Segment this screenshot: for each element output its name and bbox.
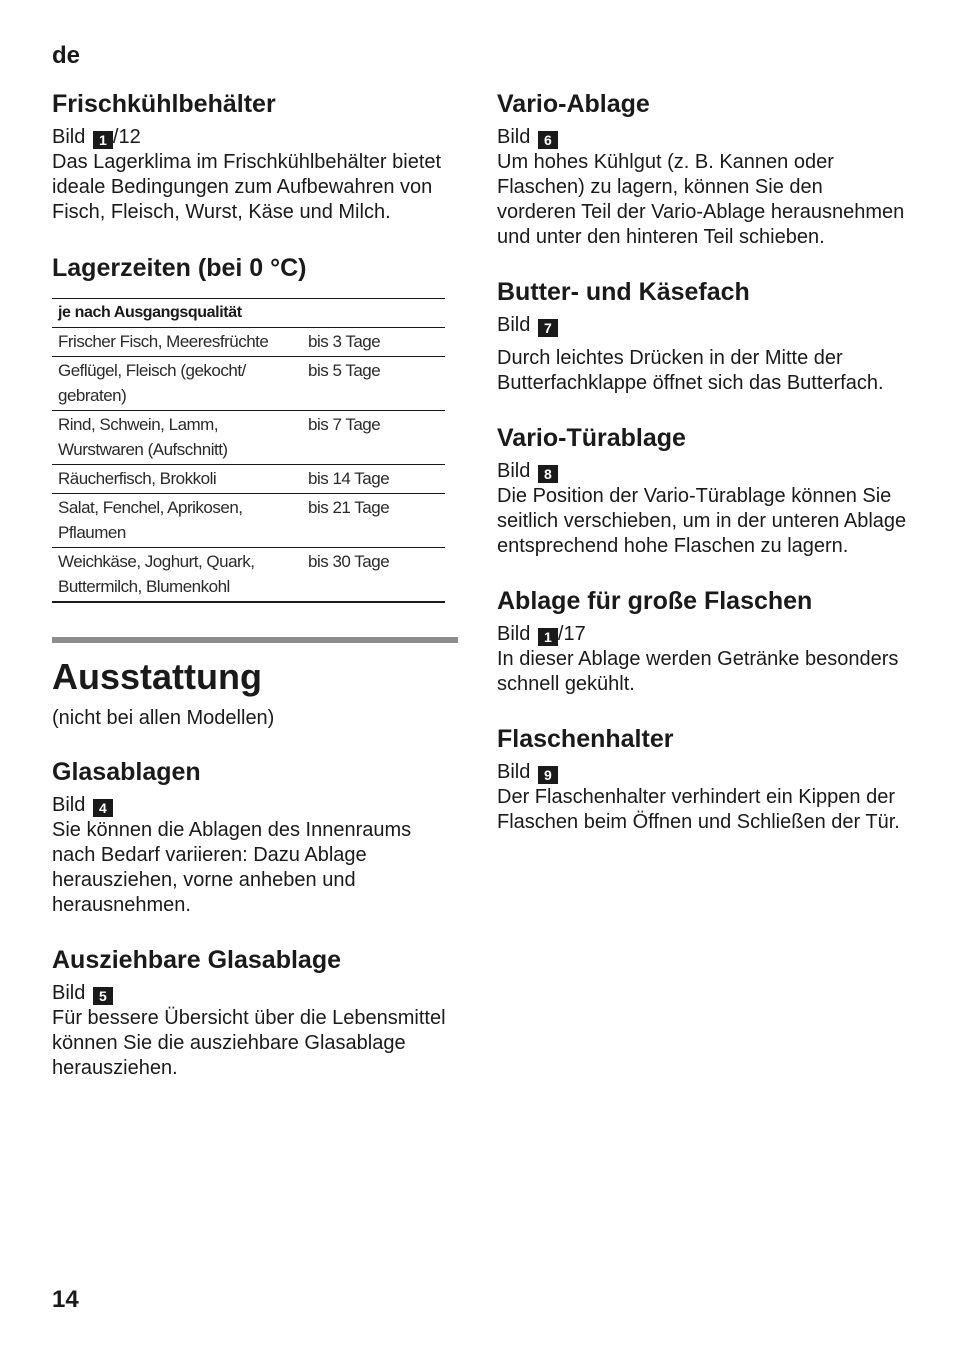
figure-reference <box>497 125 907 150</box>
paragraph-ausziehbare-glasablage: Für bessere Übersicht über die Lebensmittel können Sie die ausziehbare Glasablage herausziehen. <box>52 1007 446 1079</box>
figure-number-badge: 1 <box>538 628 558 646</box>
figure-reference <box>497 760 907 785</box>
food-cell: Weichkäse, Joghurt, Quark, Buttermilch, Blumenkohl <box>52 548 302 603</box>
figure-number-badge: 9 <box>538 766 558 784</box>
heading-glasablagen: Glasablagen <box>52 758 201 786</box>
figure-number-badge: 8 <box>538 465 558 483</box>
figure-number-badge: 1 <box>93 131 113 149</box>
food-cell: Räucherfisch, Brokkoli <box>52 465 302 494</box>
food-cell: Frischer Fisch, Meeresfrüchte <box>52 328 302 357</box>
paragraph-flaschenhalter: Der Flaschenhalter verhindert ein Kippen der Flaschen beim Öffnen und Schließen der Tür. <box>497 786 900 833</box>
time-cell: bis 21 Tage <box>302 494 445 548</box>
heading-frischkuehlbehaelter: Frischkühlbehälter <box>52 90 276 118</box>
heading-vario-tuerablage: Vario-Türablage <box>497 424 686 452</box>
bild-label: Bild <box>52 126 86 148</box>
time-cell: bis 7 Tage <box>302 411 445 465</box>
paragraph-butter-kaesefach: Durch leichtes Drücken in der Mitte der Butterfachklappe öffnet sich das Butterfach. <box>497 347 884 394</box>
section-ablage-grosse-flaschen <box>497 585 907 697</box>
availability-note: (nicht bei allen Modellen) <box>52 707 275 729</box>
heading-flaschenhalter: Flaschenhalter <box>497 725 674 753</box>
table-header-row <box>52 299 445 328</box>
table-row <box>52 548 445 603</box>
section-divider <box>52 637 458 643</box>
food-cell: Rind, Schwein, Lamm, Wurstwaren (Aufschnitt) <box>52 411 302 465</box>
section-glasablagen <box>52 756 458 918</box>
figure-suffix: /12 <box>112 126 141 148</box>
heading-lagerzeiten: Lagerzeiten (bei 0 °C) <box>52 254 307 282</box>
figure-reference <box>497 622 907 647</box>
figure-number-badge: 6 <box>538 131 558 149</box>
left-column <box>52 88 458 1081</box>
bild-label: Bild <box>497 314 531 336</box>
figure-reference <box>497 459 907 484</box>
heading-ausziehbare-glasablage: Ausziehbare Glasablage <box>52 946 342 974</box>
bild-label: Bild <box>52 794 86 816</box>
figure-reference <box>52 981 458 1006</box>
section-flaschenhalter <box>497 723 907 835</box>
table-row <box>52 357 445 411</box>
time-cell: bis 14 Tage <box>302 465 445 494</box>
figure-reference <box>52 793 458 818</box>
table-row <box>52 411 445 465</box>
paragraph-glasablagen: Sie können die Ablagen des Innenraums nach Bedarf variieren: Dazu Ablage herausziehen, vorne anheben und herausnehmen. <box>52 819 412 916</box>
section-vario-ablage <box>497 88 907 250</box>
section-vario-tuerablage <box>497 422 907 559</box>
table-row <box>52 465 445 494</box>
heading-ablage-grosse-flaschen: Ablage für große Flaschen <box>497 587 813 615</box>
heading-vario-ablage: Vario-Ablage <box>497 90 650 118</box>
paragraph-vario-ablage: Um hohes Kühlgut (z. B. Kannen oder Flaschen) zu lagern, können Sie den vorderen Teil der Vario-Ablage herausnehmen und unter den hinteren Teil schieben. <box>497 151 905 248</box>
time-cell: bis 5 Tage <box>302 357 445 411</box>
table-header: je nach Ausgangsqualität <box>52 299 445 328</box>
bild-label: Bild <box>497 761 531 783</box>
food-cell: Geflügel, Fleisch (gekocht/ gebraten) <box>52 357 302 411</box>
table-row <box>52 494 445 548</box>
language-code: de <box>52 42 81 69</box>
bild-label: Bild <box>497 623 531 645</box>
figure-number-badge: 4 <box>93 799 113 817</box>
bild-label: Bild <box>497 460 531 482</box>
figure-reference <box>497 313 907 338</box>
figure-reference <box>52 125 458 150</box>
storage-times-table <box>52 298 445 603</box>
food-cell: Salat, Fenchel, Aprikosen, Pflaumen <box>52 494 302 548</box>
bild-label: Bild <box>497 126 531 148</box>
figure-number-badge: 5 <box>93 987 113 1005</box>
section-frischkuehlbehaelter <box>52 88 458 225</box>
section-ausziehbare-glasablage <box>52 944 458 1081</box>
figure-number-badge: 7 <box>538 319 558 337</box>
paragraph-frischkuehlbehaelter: Das Lagerklima im Frischkühlbehälter bietet ideale Bedingungen zum Aufbewahren von Fisch, Fleisch, Wurst, Käse und Milch. <box>52 151 442 223</box>
right-column <box>497 88 907 835</box>
page-number: 14 <box>52 1286 79 1313</box>
heading-butter-kaesefach: Butter- und Käsefach <box>497 278 750 306</box>
heading-ausstattung: Ausstattung <box>52 656 262 697</box>
time-cell: bis 3 Tage <box>302 328 445 357</box>
section-lagerzeiten <box>52 252 458 603</box>
table-row <box>52 328 445 357</box>
bild-label: Bild <box>52 982 86 1004</box>
paragraph-vario-tuerablage: Die Position der Vario-Türablage können Sie seitlich verschieben, um in der unteren Ablage entsprechend hohe Flaschen zu lagern. <box>497 485 907 557</box>
time-cell: bis 30 Tage <box>302 548 445 603</box>
figure-suffix: /17 <box>557 623 586 645</box>
section-ausstattung <box>52 637 458 731</box>
section-butter-kaesefach <box>497 276 907 396</box>
paragraph-ablage-grosse-flaschen: In dieser Ablage werden Getränke besonders schnell gekühlt. <box>497 648 899 695</box>
